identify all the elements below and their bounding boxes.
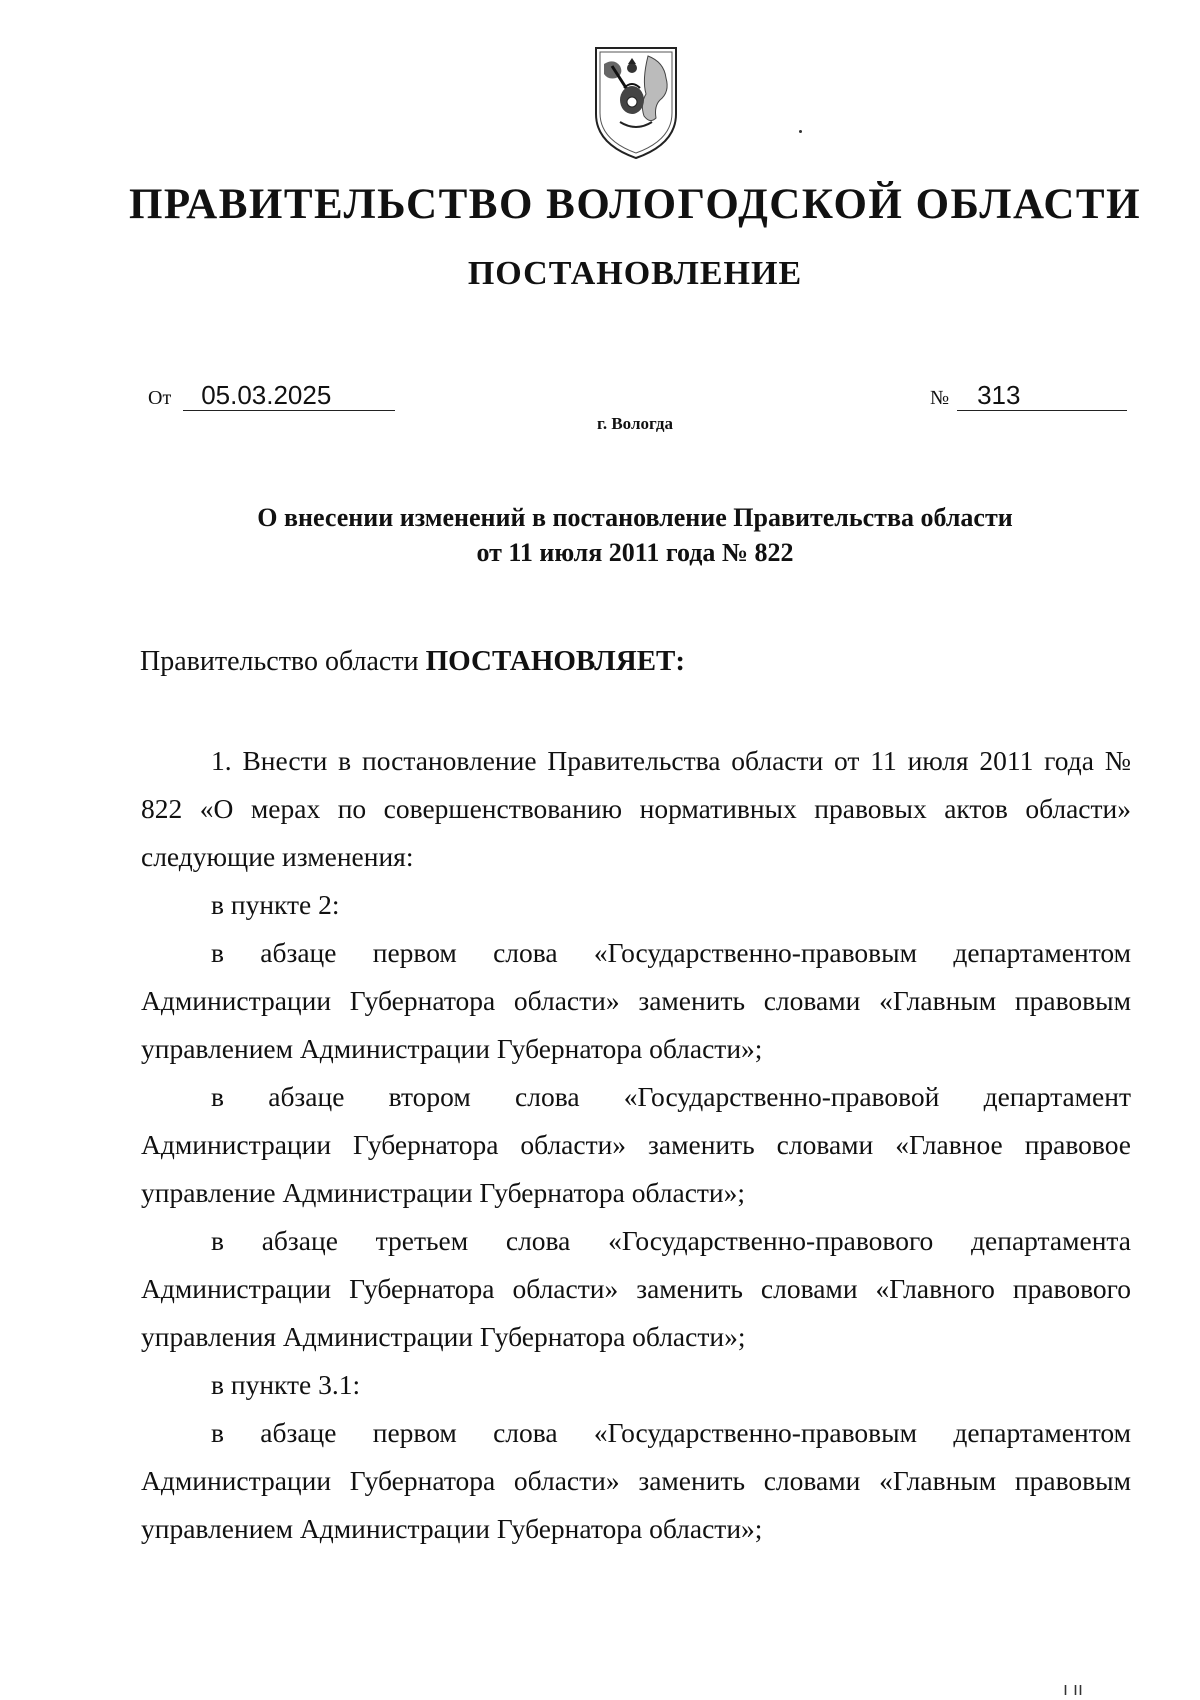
date-label: От: [148, 387, 172, 409]
subject-line-2: от 11 июля 2011 года № 822: [476, 538, 794, 567]
body-paragraph: в абзаце первом слова «Государственно-правовым департаментом Администрации Губернатора области» заменить словами «Главным правовым управлением Администрации Губернатора области»;: [141, 1417, 1131, 1544]
document-type-title: ПОСТАНОВЛЕНИЕ: [467, 255, 803, 292]
body-paragraph: в пункте 2:: [211, 889, 340, 920]
number-value: 313: [957, 380, 1127, 411]
decree-intro-verb: ПОСТАНОВЛЯЕТ:: [425, 645, 686, 677]
date-value: 05.03.2025: [183, 380, 395, 411]
decree-intro-prefix: Правительство области: [140, 646, 419, 677]
city-label: г. Вологда: [597, 414, 673, 433]
number-label: №: [930, 387, 950, 409]
scan-speck: [799, 130, 802, 133]
subject-line-1: О внесении изменений в постановление Правительства области: [257, 503, 1013, 532]
body-paragraph: в пункте 3.1:: [211, 1369, 361, 1400]
body-paragraph: 1. Внести в постановление Правительства области от 11 июля 2011 года № 822 «О мерах по совершенствованию нормативных правовых актов области» следующие изменения:: [141, 745, 1131, 872]
government-title: ПРАВИТЕЛЬСТВО ВОЛОГОДСКОЙ ОБЛАСТИ: [128, 181, 1142, 228]
document-subject: [0, 500, 1200, 570]
body-paragraph: в абзаце втором слова «Государственно-правовой департамент Администрации Губернатора области» заменить словами «Главное правовое управление Администрации Губернатора области»;: [141, 1081, 1131, 1208]
page-footer-mark: ı ıı: [1063, 1679, 1084, 1699]
body-paragraph: в абзаце первом слова «Государственно-правовым департаментом Администрации Губернатора области» заменить словами «Главным правовым управлением Администрации Губернатора области»;: [141, 937, 1131, 1064]
coat-of-arms-icon: [590, 44, 682, 162]
document-body: [141, 737, 1131, 1553]
date-field: [148, 380, 395, 411]
body-paragraph: в абзаце третьем слова «Государственно-правового департамента Администрации Губернатора области» заменить словами «Главного правового управления Администрации Губернатора области»;: [141, 1225, 1131, 1352]
decree-intro: [140, 645, 685, 678]
number-field: [930, 380, 1127, 411]
